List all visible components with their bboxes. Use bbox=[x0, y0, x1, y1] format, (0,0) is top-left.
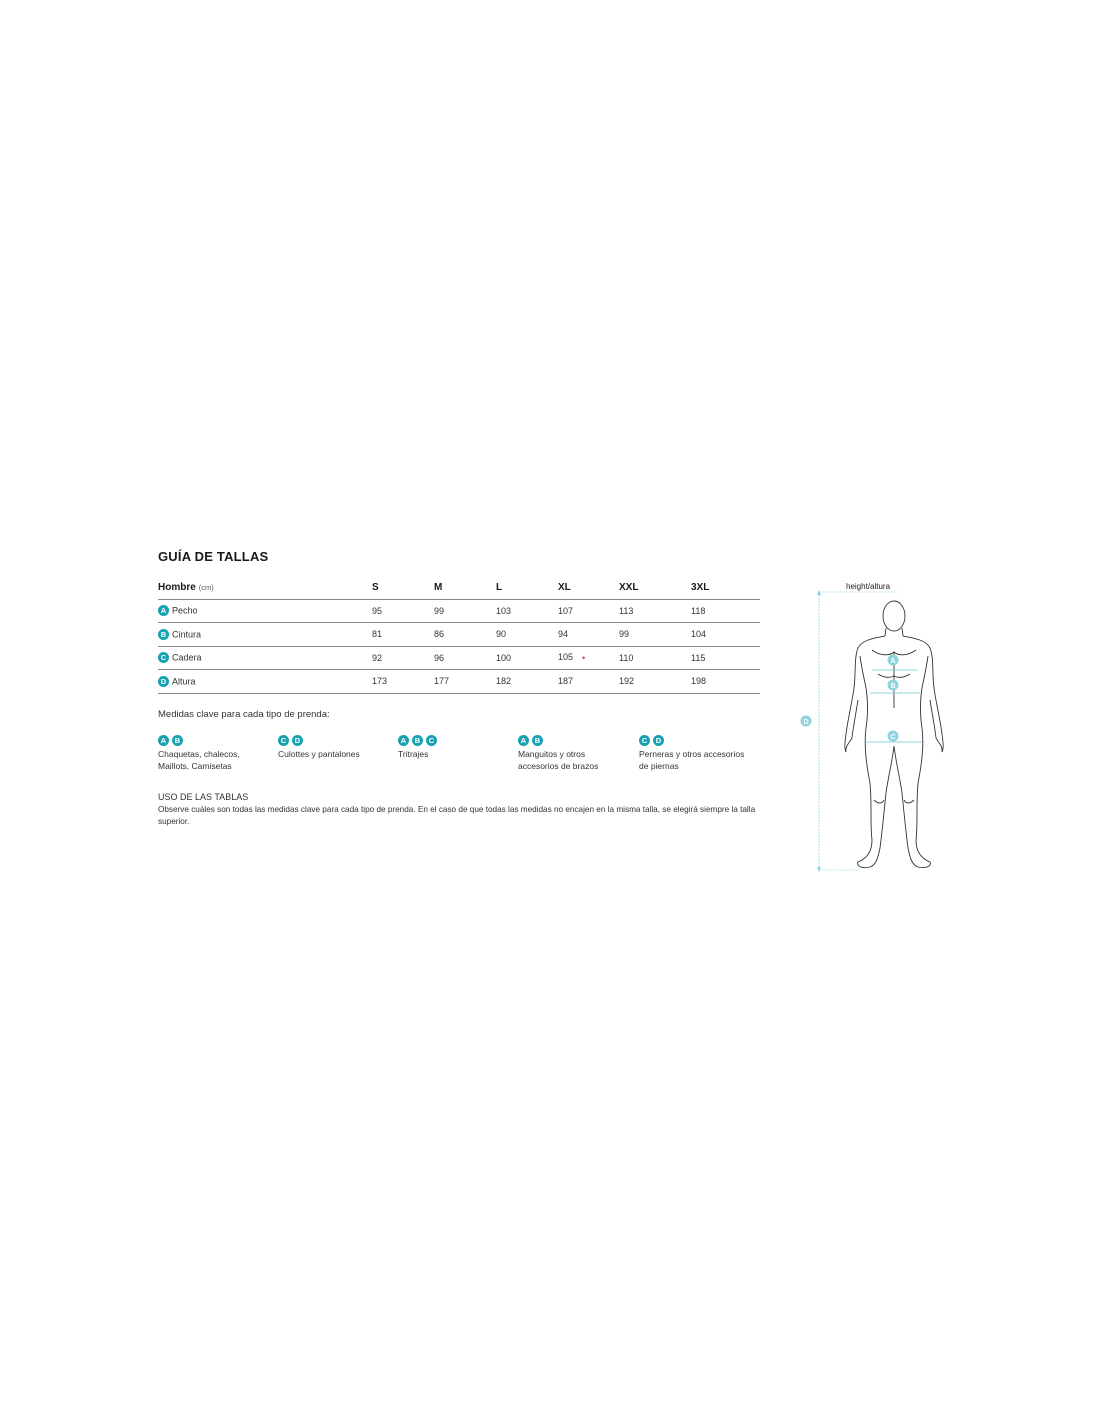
size-table-header bbox=[158, 576, 760, 599]
usage-title: USO DE LAS TABLAS bbox=[158, 792, 249, 802]
garment-line: Perneras y otros accesorios bbox=[639, 749, 745, 759]
measure-label-cell bbox=[158, 599, 372, 623]
size-header: XL bbox=[558, 576, 619, 599]
table-row bbox=[158, 670, 760, 694]
body-figure bbox=[798, 578, 948, 878]
table-cell: 177 bbox=[434, 670, 496, 694]
table-cell: 86 bbox=[434, 623, 496, 647]
table-cell: 95 bbox=[372, 599, 434, 623]
key-measures-title: Medidas clave para cada tipo de prenda: bbox=[158, 709, 330, 720]
garment-item bbox=[639, 732, 769, 772]
measure-label-cell bbox=[158, 646, 372, 670]
red-dot-icon: • bbox=[582, 653, 586, 664]
garment-line: accesorios de brazos bbox=[518, 760, 599, 771]
key-badge: B bbox=[532, 735, 543, 746]
marker-label: B bbox=[890, 682, 896, 690]
size-table bbox=[158, 576, 760, 694]
table-cell: 118 bbox=[691, 599, 760, 623]
measure-name: Cintura bbox=[172, 629, 202, 640]
page-title: GUÍA DE TALLAS bbox=[158, 549, 269, 564]
key-badge: A bbox=[398, 735, 409, 746]
key-badge: C bbox=[158, 652, 169, 663]
table-row bbox=[158, 623, 760, 647]
table-cell: 100 bbox=[496, 646, 558, 670]
table-cell: 96 bbox=[434, 646, 496, 670]
table-cell: 182 bbox=[496, 670, 558, 694]
key-badge: C bbox=[278, 735, 289, 746]
table-cell: 113 bbox=[619, 599, 691, 623]
key-badge: A bbox=[158, 735, 169, 746]
size-header: L bbox=[496, 576, 558, 599]
table-cell: 92 bbox=[372, 646, 434, 670]
table-cell: 99 bbox=[434, 599, 496, 623]
garment-line: Culottes y pantalones bbox=[278, 749, 360, 759]
size-header: S bbox=[372, 576, 434, 599]
body-outline-illustration bbox=[798, 578, 948, 878]
garment-item bbox=[398, 732, 514, 761]
table-cell: 103 bbox=[496, 599, 558, 623]
garment-text bbox=[639, 749, 769, 772]
table-cell: 94 bbox=[558, 623, 619, 647]
key-badge: C bbox=[426, 735, 437, 746]
size-header: XXL bbox=[619, 576, 691, 599]
marker-label: A bbox=[890, 657, 896, 665]
measure-name: Pecho bbox=[172, 605, 198, 616]
garment-line: Chaquetas, chalecos, bbox=[158, 749, 240, 759]
marker-c-icon bbox=[888, 731, 899, 742]
marker-label: C bbox=[890, 733, 896, 741]
table-cell-value: 105 bbox=[558, 652, 574, 663]
table-cell: 104 bbox=[691, 623, 760, 647]
table-cell: 115 bbox=[691, 646, 760, 670]
table-cell: 107 bbox=[558, 599, 619, 623]
table-cell: 110 bbox=[619, 646, 691, 670]
garment-badges bbox=[278, 732, 394, 745]
key-badge: A bbox=[158, 605, 169, 616]
size-header: 3XL bbox=[691, 576, 760, 599]
garment-item bbox=[158, 732, 274, 772]
key-badge: B bbox=[158, 629, 169, 640]
measure-name: Altura bbox=[172, 676, 196, 687]
table-row bbox=[158, 599, 760, 623]
key-badge: A bbox=[518, 735, 529, 746]
table-cell: 198 bbox=[691, 670, 760, 694]
table-unit: (cm) bbox=[198, 582, 214, 592]
height-label: height/altura bbox=[846, 582, 891, 591]
table-label: Hombre bbox=[158, 581, 196, 593]
garment-item bbox=[278, 732, 394, 761]
measure-name: Cadera bbox=[172, 652, 202, 663]
marker-label: D bbox=[803, 718, 809, 726]
marker-b-icon bbox=[888, 680, 899, 691]
table-cell: 81 bbox=[372, 623, 434, 647]
garment-text bbox=[158, 749, 274, 772]
table-row bbox=[158, 646, 760, 670]
garment-badges bbox=[398, 732, 514, 745]
garment-line: de piernas bbox=[639, 760, 679, 771]
garment-key-list bbox=[158, 732, 778, 776]
key-badge: B bbox=[172, 735, 183, 746]
key-badge: D bbox=[158, 676, 169, 687]
usage-text: Observe cuáles son todas las medidas clave para cada tipo de prenda. En el caso de que todas las medidas no encajen en la misma talla, se elegirá siempre la talla superior. bbox=[158, 805, 756, 826]
garment-line: Maillots, Camisetas bbox=[158, 760, 232, 771]
key-badge: D bbox=[292, 735, 303, 746]
garment-line: Tritrajes bbox=[398, 749, 429, 759]
key-badge: B bbox=[412, 735, 423, 746]
garment-text bbox=[518, 749, 634, 772]
garment-badges bbox=[158, 732, 274, 745]
table-cell: 90 bbox=[496, 623, 558, 647]
key-badge: C bbox=[639, 735, 650, 746]
table-cell-marked bbox=[558, 646, 619, 670]
garment-badges bbox=[639, 732, 769, 745]
size-header: M bbox=[434, 576, 496, 599]
garment-text bbox=[278, 749, 394, 761]
table-cell: 187 bbox=[558, 670, 619, 694]
marker-d-icon bbox=[801, 716, 812, 727]
garment-line: Manguitos y otros bbox=[518, 749, 586, 759]
garment-item bbox=[518, 732, 634, 772]
measure-label-cell bbox=[158, 670, 372, 694]
table-cell: 173 bbox=[372, 670, 434, 694]
table-cell: 99 bbox=[619, 623, 691, 647]
table-cell: 192 bbox=[619, 670, 691, 694]
garment-badges bbox=[518, 732, 634, 745]
marker-a-icon bbox=[888, 655, 899, 666]
table-label-cell bbox=[158, 576, 372, 599]
measure-label-cell bbox=[158, 623, 372, 647]
key-badge: D bbox=[653, 735, 664, 746]
garment-text bbox=[398, 749, 514, 761]
